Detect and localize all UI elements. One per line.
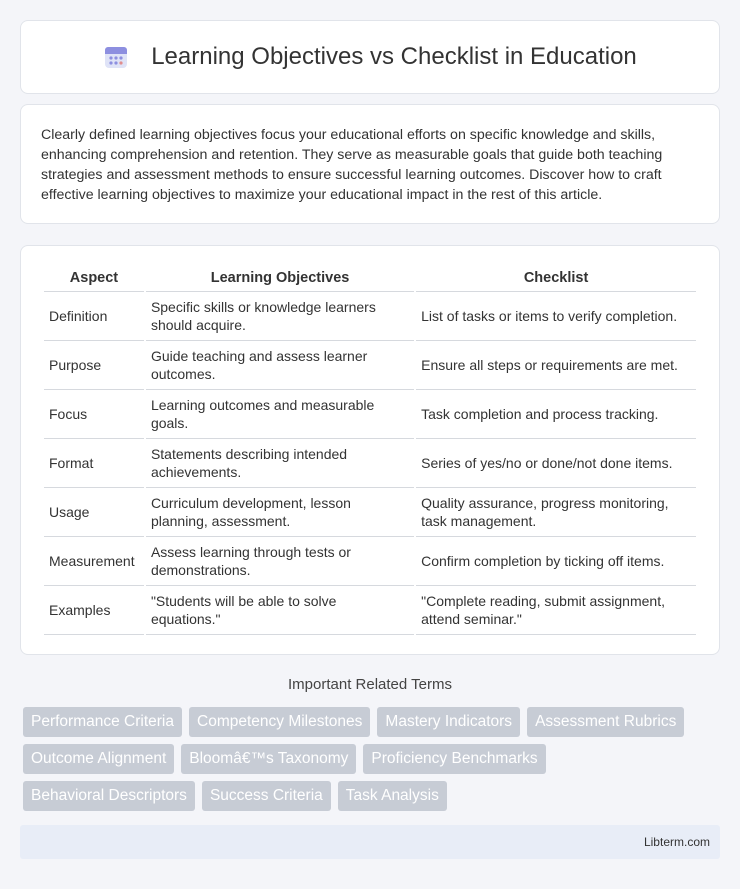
- related-terms-title: Important Related Terms: [288, 676, 452, 693]
- footer-site-link[interactable]: Libterm.com: [643, 835, 710, 849]
- comparison-table: [42, 264, 698, 635]
- tag-blooms-taxonomy[interactable]: Bloomâ€™s Taxonomy: [181, 744, 356, 774]
- cell-checklist: List of tasks or items to verify completion.: [416, 292, 696, 341]
- table-header-row: [44, 264, 696, 292]
- intro-card: [20, 104, 720, 224]
- cell-learning-objectives: Curriculum development, lesson planning, assessment.: [146, 488, 414, 537]
- cell-checklist: Ensure all steps or requirements are met.: [416, 341, 696, 390]
- tag-proficiency-benchmarks[interactable]: Proficiency Benchmarks: [363, 744, 545, 774]
- comparison-table-card: [20, 245, 720, 655]
- cell-aspect: Focus: [44, 390, 144, 439]
- header-aspect: Aspect: [44, 264, 144, 292]
- tag-task-analysis[interactable]: Task Analysis: [338, 781, 447, 811]
- cell-aspect: Purpose: [44, 341, 144, 390]
- calendar-icon: [103, 44, 129, 70]
- cell-learning-objectives: "Students will be able to solve equations.": [146, 586, 414, 635]
- footer: [20, 825, 720, 859]
- table-row: [44, 439, 696, 488]
- cell-aspect: Measurement: [44, 537, 144, 586]
- header-checklist: Checklist: [416, 264, 696, 292]
- page-title: Learning Objectives vs Checklist in Education: [151, 43, 637, 70]
- tag-mastery-indicators[interactable]: Mastery Indicators: [377, 707, 520, 737]
- cell-checklist: Quality assurance, progress monitoring, task management.: [416, 488, 696, 537]
- cell-checklist: Confirm completion by ticking off items.: [416, 537, 696, 586]
- tag-behavioral-descriptors[interactable]: Behavioral Descriptors: [23, 781, 195, 811]
- header-learning-objectives: Learning Objectives: [146, 264, 414, 292]
- tag-outcome-alignment[interactable]: Outcome Alignment: [23, 744, 174, 774]
- cell-checklist: Task completion and process tracking.: [416, 390, 696, 439]
- cell-learning-objectives: Assess learning through tests or demonstrations.: [146, 537, 414, 586]
- cell-learning-objectives: Guide teaching and assess learner outcomes.: [146, 341, 414, 390]
- header-card: [20, 20, 720, 94]
- cell-learning-objectives: Statements describing intended achievements.: [146, 439, 414, 488]
- cell-aspect: Usage: [44, 488, 144, 537]
- cell-learning-objectives: Learning outcomes and measurable goals.: [146, 390, 414, 439]
- table-row: [44, 537, 696, 586]
- cell-checklist: "Complete reading, submit assignment, attend seminar.": [416, 586, 696, 635]
- table-row: [44, 341, 696, 390]
- table-row: [44, 390, 696, 439]
- cell-aspect: Format: [44, 439, 144, 488]
- tag-success-criteria[interactable]: Success Criteria: [202, 781, 331, 811]
- table-row: [44, 292, 696, 341]
- cell-checklist: Series of yes/no or done/not done items.: [416, 439, 696, 488]
- table-row: [44, 586, 696, 635]
- tag-competency-milestones[interactable]: Competency Milestones: [189, 707, 370, 737]
- cell-learning-objectives: Specific skills or knowledge learners should acquire.: [146, 292, 414, 341]
- tag-performance-criteria[interactable]: Performance Criteria: [23, 707, 182, 737]
- cell-aspect: Definition: [44, 292, 144, 341]
- related-terms-list: [23, 707, 723, 811]
- cell-aspect: Examples: [44, 586, 144, 635]
- table-row: [44, 488, 696, 537]
- tag-assessment-rubrics[interactable]: Assessment Rubrics: [527, 707, 684, 737]
- intro-text: Clearly defined learning objectives focus your educational efforts on specific knowledge and skills, enhancing comprehension and retention. They serve as measurable goals that guide both teaching strategies and assessment methods to ensure successful learning outcomes. Discover how to craft effective learning objectives to maximize your educational impact in the rest of this article.: [41, 127, 663, 203]
